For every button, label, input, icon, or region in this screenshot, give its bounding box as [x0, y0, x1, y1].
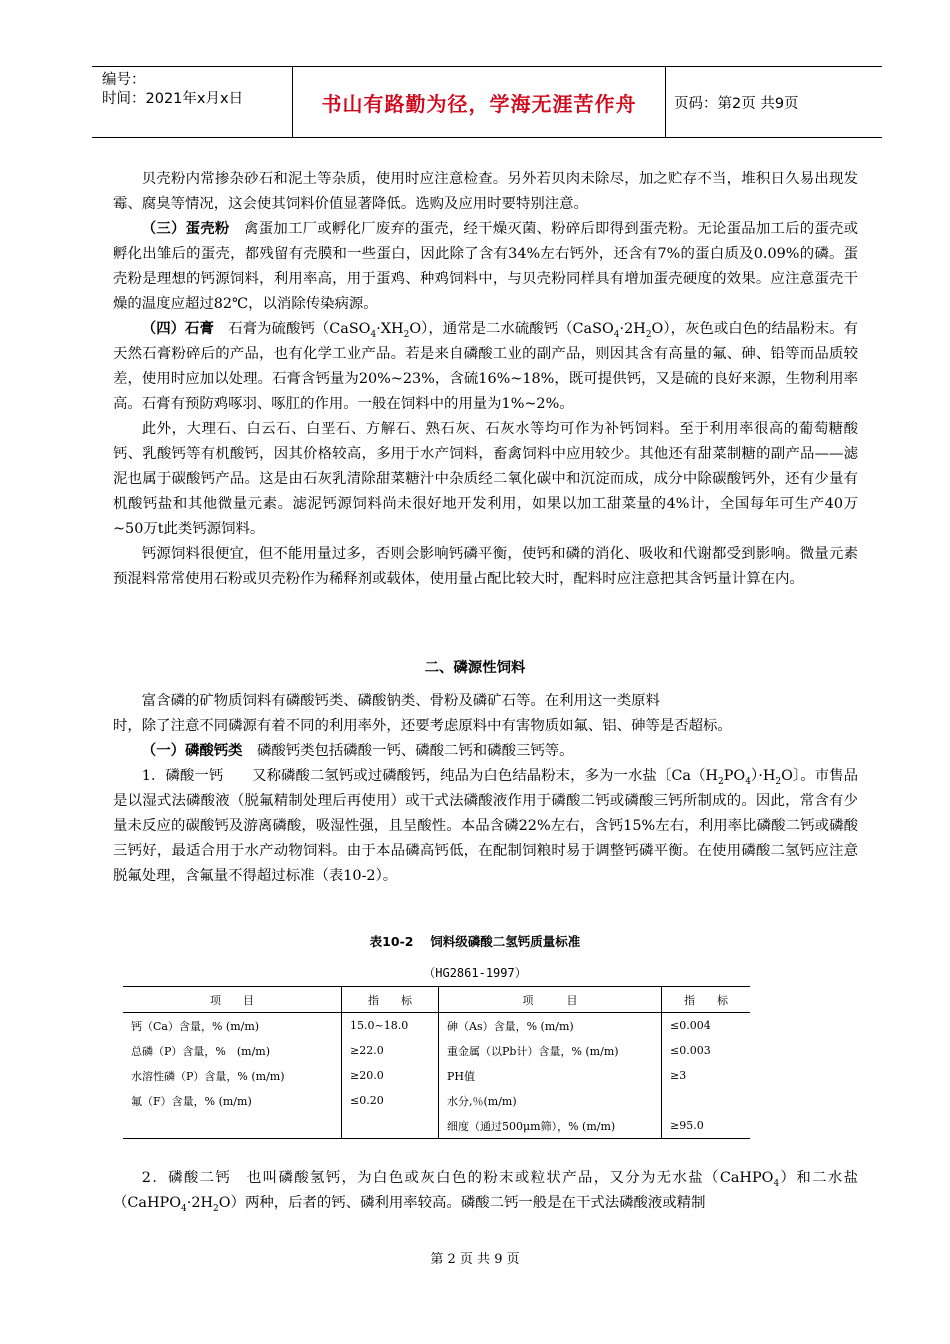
table-cell: ≥20.0	[342, 1063, 439, 1088]
table-cell: 水溶性磷（P）含量，% (m/m)	[131, 1069, 285, 1083]
paragraph: 此外，大理石、白云石、白垩石、方解石、熟石灰、石灰水等均可作为补钙饲料。至于利用率很高的葡萄糖酸钙、乳酸钙等有机酸钙，因其价格较高，多用于水产饲料，畜禽饲料中应用较少。其他还有甜菜制糖的副产品——滤泥也属于碳酸钙产品。这是由石灰乳清除甜菜糖汁中杂质经二氧化碳中和沉淀而成，成分中除碳酸钙外，还有少量有机酸钙盐和其他微量元素。滤泥钙源饲料尚未很好地开发利用，如果以加工甜菜量的4%计，全国每年可生产40万~50万t此类钙源饲料。	[113, 421, 858, 537]
table-cell: 重金属（以Pb计）含量，% (m/m)	[439, 1038, 662, 1063]
paragraph: 钙源饲料很便宜，但不能用量过多，否则会影响钙磷平衡，使钙和磷的消化、吸收和代谢都受到影响。微量元素预混料常常使用石粉或贝壳粉作为稀释剂或载体，使用量占配比较大时，配料时应注意把其含钙量计算在内。	[113, 546, 858, 587]
subscript: 4	[613, 329, 620, 340]
paragraph: 富含磷的矿物质饲料有磷酸钙类、磷酸钠类、骨粉及磷矿石等。在利用这一类原料	[141, 693, 660, 709]
table-header-cell: 项 目	[123, 987, 342, 1013]
paragraph-text: 又称磷酸二氢钙或过磷酸钙，纯品为白色结晶粉末，多为一水盐〔Ca（H	[252, 768, 718, 784]
table-header-cell: 指 标	[662, 987, 751, 1013]
table-row	[123, 1063, 750, 1088]
table-header-cell: 指 标	[342, 987, 439, 1013]
paragraph-text: ·2H	[186, 1195, 214, 1211]
subscript: 2	[645, 329, 652, 340]
paragraph-text: ）和二水盐（CaHPO	[113, 1170, 859, 1211]
subscript: 4	[370, 329, 377, 340]
paragraph: 时，除了注意不同磷源有着不同的利用率外，还要考虑原料中有害物质如氟、铝、砷等是否超标。	[113, 718, 732, 734]
subscript: 2	[403, 329, 410, 340]
doc-time-label: 时间：2021年x月x日	[102, 91, 244, 107]
table-cell: ≤0.004	[662, 1013, 751, 1039]
paragraph-text: O）两种，后者的钙、磷利用率较高。磷酸二钙一般是在干式法磷酸液或精制	[218, 1195, 706, 1211]
table-row	[123, 1113, 750, 1139]
paragraph-text: ·XH	[376, 321, 404, 337]
table-row	[123, 1013, 750, 1039]
table-row	[123, 1038, 750, 1063]
paragraph-text: 石膏为硫酸钙（CaSO	[228, 321, 371, 337]
subscript: 4	[181, 1203, 187, 1214]
item-heading: 1．磷酸一钙	[141, 768, 224, 784]
paragraph	[113, 217, 858, 317]
table-cell: 钙（Ca）含量，% (m/m)	[131, 1019, 260, 1033]
paragraph	[113, 764, 858, 889]
table-cell: 氟（F）含量，% (m/m)	[131, 1094, 252, 1108]
table-row	[123, 1088, 750, 1113]
doc-number-label: 编号：	[102, 72, 146, 88]
paragraph	[113, 1166, 858, 1216]
paragraph-text: PO	[723, 768, 746, 784]
table-cell	[123, 1113, 342, 1139]
header-meta	[92, 67, 292, 137]
body-text-block-2	[113, 689, 858, 889]
paragraph-text: O〕。市售品是以湿式法磷酸液（脱氟精制处理后再使用）或干式法磷酸液作用于磷酸二钙或磷酸三钙所制成的。因此，常含有少量未反应的碳酸钙及游离磷酸，吸湿性强，且呈酸性。本品含磷22%左右，含钙15%左右，利用率比磷酸二钙或磷酸三钙好，最适合用于水产动物饲料。由于本品磷高钙低，在配制饲粮时易于调整钙磷平衡。在使用磷酸二氢钙应注意脱氟处理，含氟量不得超过标准（表10-2）。	[113, 768, 858, 884]
table-cell: ≥22.0	[342, 1038, 439, 1063]
table-cell: ≤0.20	[342, 1088, 439, 1113]
header-page-label: 页码：第2页 共9页	[674, 95, 799, 112]
table-header-cell: 项 目	[439, 987, 662, 1013]
body-text-block-3	[113, 1166, 858, 1216]
table-standard-code: （HG2861-1997）	[423, 966, 527, 980]
subsection-heading: （一）磷酸钙类	[141, 743, 243, 759]
paragraph	[113, 317, 858, 417]
paragraph: 贝壳粉内常掺杂砂石和泥土等杂质，使用时应注意检查。另外若贝肉未除尽，加之贮存不当，堆积日久易出现发霉、腐臭等情况，这会使其饲料价值显著降低。选购及应用时要特别注意。	[113, 171, 858, 212]
subsection-heading: （三）蛋壳粉	[141, 221, 230, 237]
table-caption: 表10-2 饲料级磷酸二氢钙质量标准	[369, 934, 581, 949]
section-heading: 二、磷源性饲料	[424, 660, 526, 676]
subscript: 4	[773, 1178, 780, 1189]
paragraph-text: 禽蛋加工厂或孵化厂废弃的蛋壳，经干燥灭菌、粉碎后即得到蛋壳粉。无论蛋品加工后的蛋壳或孵化出雏后的蛋壳，都残留有壳膜和一些蛋白，因此除了含有34%左右钙外，还含有7%的蛋白质及0.09%的磷。蛋壳粉是理想的钙源饲料，利用率高，用于蛋鸡、种鸡饲料中，与贝壳粉同样具有增加蛋壳硬度的效果。应注意蛋壳干燥的温度应超过82℃，以消除传染病源。	[113, 221, 858, 312]
table-cell: 总磷（P）含量，% (m/m)	[131, 1044, 271, 1058]
paragraph-text: 磷酸钙类包括磷酸一钙、磷酸二钙和磷酸三钙等。	[256, 743, 574, 759]
subscript: 4	[745, 776, 751, 787]
table-cell: PH值	[439, 1063, 662, 1088]
subsection-heading: （四）石膏	[141, 321, 214, 337]
paragraph-text: ·2H	[619, 321, 646, 337]
table-cell: ≥95.0	[662, 1113, 751, 1139]
table-cell: ≤0.003	[662, 1038, 751, 1063]
paragraph-text: ）·H	[750, 768, 776, 784]
header-motto: 书山有路勤为径，学海无涯苦作舟	[292, 67, 666, 137]
paragraph-text: O），通常是二水硫酸钙（CaSO	[409, 321, 614, 337]
table-cell: 水分,％(m/m)	[439, 1088, 662, 1113]
subscript: 2	[213, 1203, 219, 1214]
page-footer: 第 2 页 共 9 页	[430, 1252, 520, 1267]
table-cell: ≥3	[662, 1063, 751, 1088]
table-cell: 15.0~18.0	[342, 1013, 439, 1039]
subscript: 2	[775, 776, 782, 787]
table-cell: 细度（通过500μm筛），% (m/m)	[439, 1113, 662, 1139]
table-cell: 砷（As）含量，% (m/m)	[439, 1013, 662, 1039]
paragraph-text: O），灰色或白色的结晶粉末。有天然石膏粉碎后的产品，也有化学工业产品。若是来自磷酸工业的副产品，则因其含有高量的氟、砷、铅等而品质较差，使用时应加以处理。石膏含钙量为20%~23%，含硫16%~18%，既可提供钙，又是硫的良好来源，生物利用率高。石膏有预防鸡啄羽、啄肛的作用。一般在饲料中的用量为1%~2%。	[113, 321, 858, 412]
subscript: 2	[717, 776, 724, 787]
paragraph	[113, 739, 858, 764]
paragraph-text: 也叫磷酸氢钙，为白色或灰白色的粉末或粒状产品，又分为无水盐（CaHPO	[245, 1170, 774, 1186]
table-header-row	[123, 987, 750, 1013]
quality-standard-table	[123, 986, 750, 1139]
item-heading: 2．磷酸二钙	[141, 1170, 232, 1186]
table-cell	[662, 1088, 751, 1113]
page-header	[92, 66, 882, 138]
body-text-block-1	[113, 167, 858, 592]
table-cell	[342, 1113, 439, 1139]
